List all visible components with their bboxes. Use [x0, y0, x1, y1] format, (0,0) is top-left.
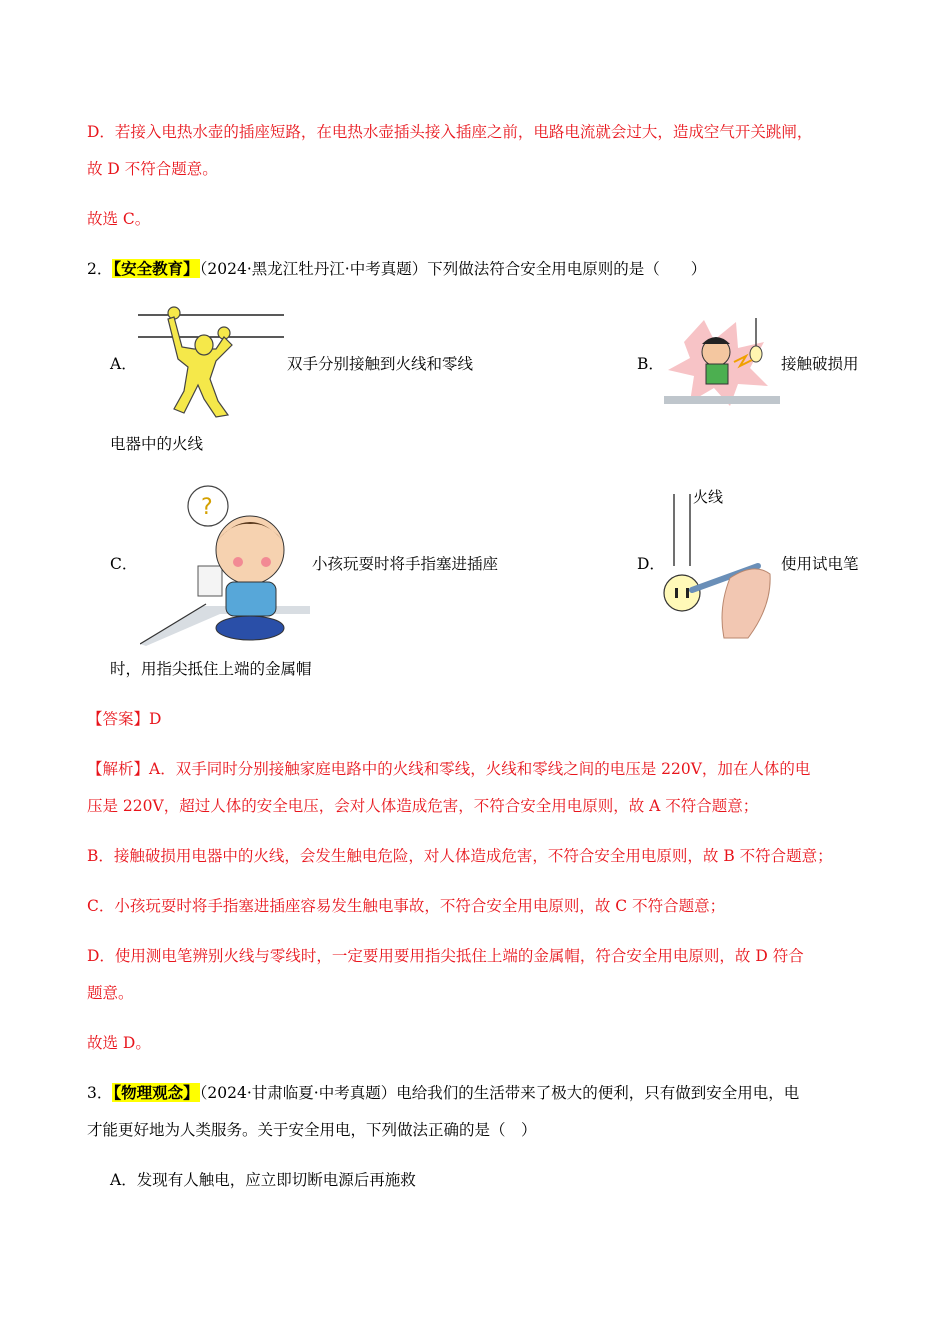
svg-text:?: ? [201, 495, 213, 520]
q2-option-a-label: A． [110, 355, 137, 373]
q3-tag: 【物理观念】 [113, 1083, 199, 1102]
q2-answer-value: D [149, 710, 162, 728]
q2-option-a-text: 双手分别接触到火线和零线 [287, 355, 474, 373]
q2-number: 2． [87, 260, 113, 278]
q2-option-c-label: C． [110, 555, 138, 573]
q2-stem [87, 258, 706, 280]
q2-analysis-tag: 【解析】 [87, 760, 150, 778]
q2-source: （2024·黑龙江牡丹江·中考真题）下列做法符合安全用电原则的是（ ） [199, 260, 707, 278]
q2-analysis-d-line2: 题意。 [87, 984, 134, 1002]
prev-analysis-d-line2: 故 D 不符合题意。 [87, 160, 218, 178]
q2-answer-tag: 【答案】 [87, 710, 150, 728]
q2-analysis-a-text: A．双手同时分别接触家庭电路中的火线和零线，火线和零线之间的电压是 220V，加在人体的电 [149, 760, 811, 778]
q2-analysis-c-line: C．小孩玩耍时将手指塞进插座容易发生触电事故，不符合安全用电原则，故 C 不符合题意； [87, 897, 726, 915]
q2-option-d-text2: 时，用指尖抵住上端的金属帽 [110, 660, 312, 678]
q3-stem-line1 [87, 1082, 799, 1104]
figure-c-child-socket [140, 478, 310, 646]
figure-b-shock-boy [664, 312, 780, 410]
q3-option-a: A．发现有人触电，应立即切断电源后再施救 [110, 1171, 416, 1189]
q2-tag: 【安全教育】 [113, 259, 199, 278]
q3-text1: （2024·甘肃临夏·中考真题）电给我们的生活带来了极大的便利，只有做到安全用电，电 [199, 1084, 800, 1102]
q2-option-b-text2: 电器中的火线 [110, 435, 204, 453]
q2-option-b-label: B． [637, 355, 664, 373]
q2-option-c-text: 小孩玩耍时将手指塞进插座 [312, 555, 499, 573]
q2-analysis-d-line1: D．使用测电笔辨别火线与零线时，一定要用要用指尖抵住上端的金属帽，符合安全用电原则，故 D 符合 [87, 947, 804, 965]
prev-choice: 故选 C。 [87, 210, 151, 228]
q2-option-b-text1: 接触破损用 [781, 355, 859, 373]
prev-analysis-d-line1: D．若接入电热水壶的插座短路，在电热水壶插头接入插座之前，电路电流就会过大，造成空气开关跳闸， [87, 123, 813, 141]
q2-option-d-label: D． [637, 555, 665, 573]
q2-analysis-a-line2: 压是 220V，超过人体的安全电压，会对人体造成危害，不符合安全用电原则，故 A 不符合题意； [87, 797, 759, 815]
figure-d-label-live-wire: 火线 [693, 488, 724, 506]
q3-stem-line2: 才能更好地为人类服务。关于安全用电，下列做法正确的是（ ） [87, 1121, 537, 1139]
q2-analysis-b-line: B．接触破损用电器中的火线，会发生触电危险，对人体造成危害，不符合安全用电原则，故 B 不符合题意； [87, 847, 833, 865]
q2-answer [87, 708, 161, 730]
q3-number: 3． [87, 1084, 113, 1102]
q2-option-d-text1: 使用试电笔 [781, 555, 859, 573]
q2-analysis-a-line1 [87, 758, 810, 780]
figure-a-hands-on-wires [136, 305, 286, 423]
q2-choice: 故选 D。 [87, 1034, 151, 1052]
